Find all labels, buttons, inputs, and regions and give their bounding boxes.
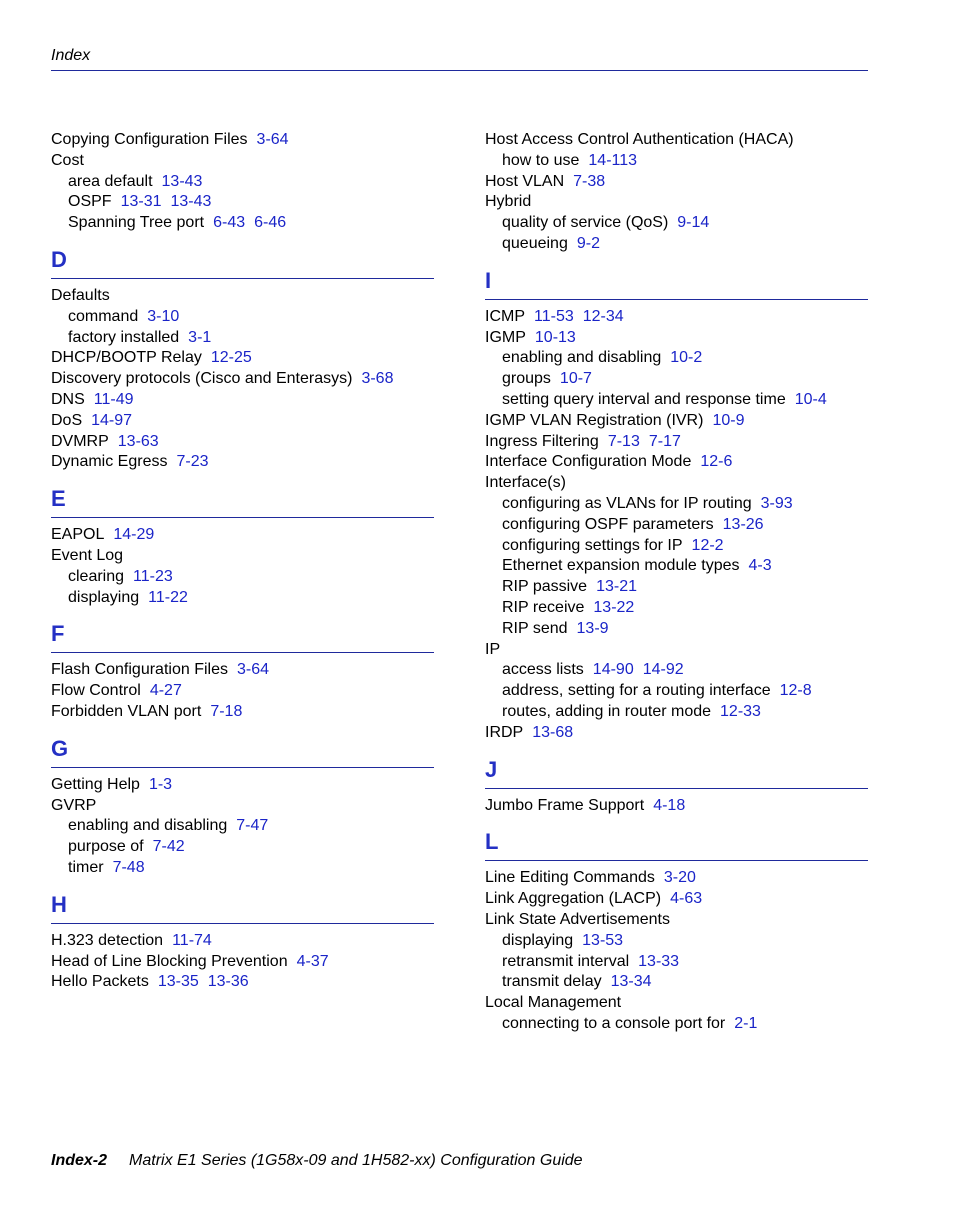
index-entry: [51, 525, 434, 546]
entry-term: Spanning Tree port: [68, 214, 205, 232]
section-letter-i: I: [485, 264, 868, 300]
index-subentry: [51, 328, 434, 349]
page-reference-link[interactable]: 13-21: [596, 578, 637, 596]
page-reference-link[interactable]: 6-46: [254, 214, 287, 232]
page-reference-link[interactable]: 13-22: [593, 598, 635, 616]
index-entry: [485, 432, 868, 453]
entry-term: RIP receive: [502, 598, 585, 616]
entry-term: Getting Help: [51, 775, 140, 793]
entry-term: Copying Configuration Files: [51, 131, 248, 148]
entry-term: how to use: [502, 151, 580, 169]
entry-term: clearing: [68, 567, 125, 585]
entry-term: Hybrid: [485, 193, 532, 211]
page-reference-link[interactable]: 14-113: [588, 151, 638, 169]
entry-term: address, setting for a routing interface: [502, 682, 771, 700]
index-entry: [485, 889, 868, 910]
entry-term: displaying: [68, 588, 140, 606]
entry-term: Head of Line Blocking Prevention: [51, 952, 288, 970]
page-reference-link[interactable]: 10-7: [559, 370, 592, 388]
index-column-left: [51, 130, 434, 993]
entry-term: area default: [68, 172, 153, 190]
entry-term: displaying: [502, 931, 574, 949]
page-reference-link[interactable]: 13-26: [722, 515, 764, 533]
index-entry: [51, 546, 434, 567]
entry-term: routes, adding in router mode: [502, 702, 712, 720]
section-letter-h: H: [51, 888, 434, 924]
page-reference-link[interactable]: 3-64: [256, 131, 289, 148]
entry-term: Link State Advertisements: [485, 910, 670, 928]
page-reference-link[interactable]: 4-18: [653, 796, 686, 814]
page-reference-link[interactable]: 13-33: [638, 952, 680, 970]
page-reference-link[interactable]: 14-97: [91, 411, 133, 429]
entry-term: setting query interval and response time: [502, 390, 786, 408]
entry-term: transmit delay: [502, 973, 602, 991]
page-reference-link[interactable]: 7-42: [152, 838, 185, 856]
index-subentry: [485, 234, 868, 255]
section-letter-j: J: [485, 753, 868, 789]
entry-term: connecting to a console port for: [502, 1014, 726, 1032]
index-subentry: [485, 369, 868, 390]
index-subentry: [51, 213, 434, 234]
index-subentry: [485, 952, 868, 973]
entry-term: quality of service (QoS): [502, 214, 669, 232]
entry-term: Forbidden VLAN port: [51, 702, 202, 720]
footer-page-number: Index-2: [51, 1152, 108, 1169]
index-entry: [485, 452, 868, 473]
index-subentry: [51, 192, 434, 213]
page-reference-link[interactable]: 11-23: [133, 567, 173, 585]
entry-term: Link Aggregation (LACP): [485, 890, 662, 908]
header-title: Index: [51, 47, 91, 64]
index-subentry: [51, 172, 434, 193]
entry-term: Host Access Control Authentication (HACA): [485, 131, 794, 148]
index-subentry: [485, 702, 868, 723]
entry-term: DoS: [51, 411, 83, 429]
page-reference-link[interactable]: 13-68: [532, 723, 574, 741]
entry-term: H.323 detection: [51, 931, 164, 949]
page-reference-link[interactable]: 13-53: [582, 931, 624, 949]
page-reference-link[interactable]: 12-34: [582, 307, 624, 325]
page-reference-link[interactable]: 10-13: [534, 328, 576, 346]
index-entry: [485, 993, 868, 1014]
page-reference-link[interactable]: 4-27: [149, 682, 182, 700]
index-subentry: [485, 536, 868, 557]
index-subentry: [51, 588, 434, 609]
index-entry: [485, 411, 868, 432]
index-entry: [51, 151, 434, 172]
entry-term: Hello Packets: [51, 973, 149, 991]
page-reference-link[interactable]: 3-93: [760, 494, 793, 512]
page-footer: [51, 1152, 583, 1170]
index-column-right: [485, 130, 868, 1035]
entry-term: queueing: [502, 234, 568, 252]
entry-term: Interface Configuration Mode: [485, 453, 692, 471]
entry-term: retransmit interval: [502, 952, 630, 970]
page-reference-link[interactable]: 3-1: [188, 328, 212, 346]
entry-term: DVMRP: [51, 432, 109, 450]
index-subentry: [51, 837, 434, 858]
entry-term: RIP send: [502, 619, 568, 637]
entry-term: Discovery protocols (Cisco and Enterasys): [51, 370, 353, 388]
page-reference-link[interactable]: 12-6: [700, 453, 733, 471]
page-reference-link[interactable]: 3-10: [147, 307, 180, 325]
entry-term: Line Editing Commands: [485, 869, 655, 887]
section-letter-g: G: [51, 732, 434, 768]
section-letter-e: E: [51, 482, 434, 518]
index-subentry: [485, 515, 868, 536]
index-entry: [51, 390, 434, 411]
entry-term: Local Management: [485, 994, 622, 1012]
index-entry: [51, 411, 434, 432]
page-reference-link[interactable]: 9-2: [576, 234, 600, 252]
page-reference-link[interactable]: 13-31: [120, 193, 162, 211]
index-entry: [51, 348, 434, 369]
index-entry: [485, 130, 868, 151]
page-reference-link[interactable]: 4-63: [670, 890, 703, 908]
page-reference-link[interactable]: 11-49: [93, 390, 134, 408]
entry-term: Flow Control: [51, 682, 141, 700]
section-letter-f: F: [51, 617, 434, 653]
page-reference-link[interactable]: 6-43: [213, 214, 246, 232]
footer-title: Matrix E1 Series (1G58x-09 and 1H582-xx) Configuration Guide: [129, 1152, 583, 1169]
entry-term: IGMP: [485, 328, 526, 346]
index-entry: [51, 952, 434, 973]
entry-term: RIP passive: [502, 578, 588, 596]
running-header: [51, 46, 868, 71]
index-subentry: [51, 858, 434, 879]
index-subentry: [51, 567, 434, 588]
index-entry: [51, 286, 434, 307]
index-entry: [51, 931, 434, 952]
index-subentry: [485, 151, 868, 172]
page-reference-link[interactable]: 13-43: [170, 193, 212, 211]
page-reference-link[interactable]: 7-18: [210, 702, 243, 720]
page-reference-link[interactable]: 4-37: [296, 952, 329, 970]
page-reference-link[interactable]: 7-47: [236, 817, 269, 835]
index-subentry: [485, 931, 868, 952]
entry-term: Ingress Filtering: [485, 432, 599, 450]
section-letter-l: L: [485, 825, 868, 861]
entry-term: GVRP: [51, 796, 97, 814]
index-entry: [51, 972, 434, 993]
entry-term: IP: [485, 640, 501, 658]
entry-term: IGMP VLAN Registration (IVR): [485, 411, 704, 429]
page-reference-link[interactable]: 1-3: [148, 775, 173, 793]
index-entry: [51, 130, 434, 151]
page-reference-link[interactable]: 10-9: [712, 411, 745, 429]
entry-term: Defaults: [51, 286, 110, 304]
index-entry: [51, 432, 434, 453]
page-reference-link[interactable]: 2-1: [734, 1014, 758, 1032]
page-reference-link[interactable]: 4-3: [748, 557, 772, 575]
index-entry: [485, 910, 868, 931]
index-entry: [51, 796, 434, 817]
page-reference-link[interactable]: 13-34: [610, 973, 652, 991]
index-subentry: [51, 816, 434, 837]
entry-term: Event Log: [51, 546, 124, 564]
index-entry: [51, 702, 434, 723]
page-reference-link[interactable]: 12-25: [210, 349, 252, 367]
page-reference-link[interactable]: 14-29: [113, 526, 155, 544]
page-reference-link[interactable]: 12-8: [779, 682, 812, 700]
entry-term: IRDP: [485, 723, 524, 741]
page-reference-link[interactable]: 14-92: [642, 661, 684, 679]
entry-term: Interface(s): [485, 474, 566, 492]
index-entry: [51, 775, 434, 796]
entry-term: configuring as VLANs for IP routing: [502, 494, 752, 512]
page-reference-link[interactable]: 13-9: [576, 619, 609, 637]
index-subentry: [485, 619, 868, 640]
index-entry: [51, 681, 434, 702]
index-entry: [51, 452, 434, 473]
index-subentry: [485, 494, 868, 515]
index-subentry: [485, 598, 868, 619]
page-reference-link[interactable]: 10-4: [794, 390, 827, 408]
page-reference-link[interactable]: 3-64: [236, 661, 269, 679]
page-reference-link[interactable]: 3-20: [663, 869, 696, 887]
entry-term: ICMP: [485, 307, 525, 325]
index-subentry: [51, 307, 434, 328]
page-reference-link[interactable]: 14-90: [592, 661, 634, 679]
page-reference-link[interactable]: 7-48: [112, 858, 145, 876]
entry-term: Jumbo Frame Support: [485, 796, 645, 814]
entry-term: Host VLAN: [485, 172, 565, 190]
entry-term: timer: [68, 858, 104, 876]
page-reference-link[interactable]: 11-53: [534, 307, 574, 325]
entry-term: EAPOL: [51, 526, 105, 544]
entry-term: Dynamic Egress: [51, 453, 168, 471]
page-reference-link[interactable]: 11-22: [148, 588, 188, 606]
page-reference-link[interactable]: 13-43: [161, 172, 203, 190]
index-entry: [485, 868, 868, 889]
section-letter-d: D: [51, 243, 434, 279]
index-subentry: [485, 348, 868, 369]
index-entry: [485, 796, 868, 817]
page-reference-link[interactable]: 13-36: [207, 973, 249, 991]
page-reference-link[interactable]: 3-68: [361, 370, 394, 388]
page-reference-link[interactable]: 10-2: [670, 349, 703, 367]
index-entry: [51, 369, 434, 390]
entry-term: command: [68, 307, 139, 325]
page-reference-link[interactable]: 7-38: [573, 172, 606, 190]
index-subentry: [485, 681, 868, 702]
page-reference-link[interactable]: 7-13: [607, 432, 640, 450]
page-reference-link[interactable]: 12-2: [691, 536, 724, 554]
entry-term: DNS: [51, 390, 85, 408]
index-entry: [485, 328, 868, 349]
index-entry: [51, 660, 434, 681]
entry-term: access lists: [502, 661, 584, 679]
index-subentry: [485, 390, 868, 411]
entry-term: Cost: [51, 151, 84, 169]
page-reference-link[interactable]: 12-33: [720, 702, 761, 720]
index-entry: [485, 473, 868, 494]
index-entry: [485, 640, 868, 661]
entry-term: Ethernet expansion module types: [502, 557, 740, 575]
index-subentry: [485, 660, 868, 681]
index-subentry: [485, 1014, 868, 1035]
page-reference-link[interactable]: 7-23: [176, 453, 209, 471]
page-reference-link[interactable]: 11-74: [172, 931, 212, 949]
entry-term: groups: [502, 370, 551, 388]
index-entry: [485, 172, 868, 193]
entry-term: configuring OSPF parameters: [502, 515, 714, 533]
entry-term: OSPF: [68, 193, 112, 211]
index-subentry: [485, 577, 868, 598]
index-subentry: [485, 972, 868, 993]
page-reference-link[interactable]: 13-63: [117, 432, 159, 450]
index-entry: [485, 192, 868, 213]
entry-term: DHCP/BOOTP Relay: [51, 349, 202, 367]
page-reference-link[interactable]: 13-35: [157, 973, 199, 991]
entry-term: Flash Configuration Files: [51, 661, 228, 679]
entry-term: factory installed: [68, 328, 180, 346]
entry-term: purpose of: [68, 838, 144, 856]
index-subentry: [485, 213, 868, 234]
entry-term: configuring settings for IP: [502, 536, 683, 554]
page-reference-link[interactable]: 7-17: [648, 432, 681, 450]
index-subentry: [485, 556, 868, 577]
entry-term: enabling and disabling: [502, 349, 662, 367]
entry-term: enabling and disabling: [68, 817, 228, 835]
index-entry: [485, 723, 868, 744]
index-entry: [485, 307, 868, 328]
page-reference-link[interactable]: 9-14: [677, 214, 710, 232]
